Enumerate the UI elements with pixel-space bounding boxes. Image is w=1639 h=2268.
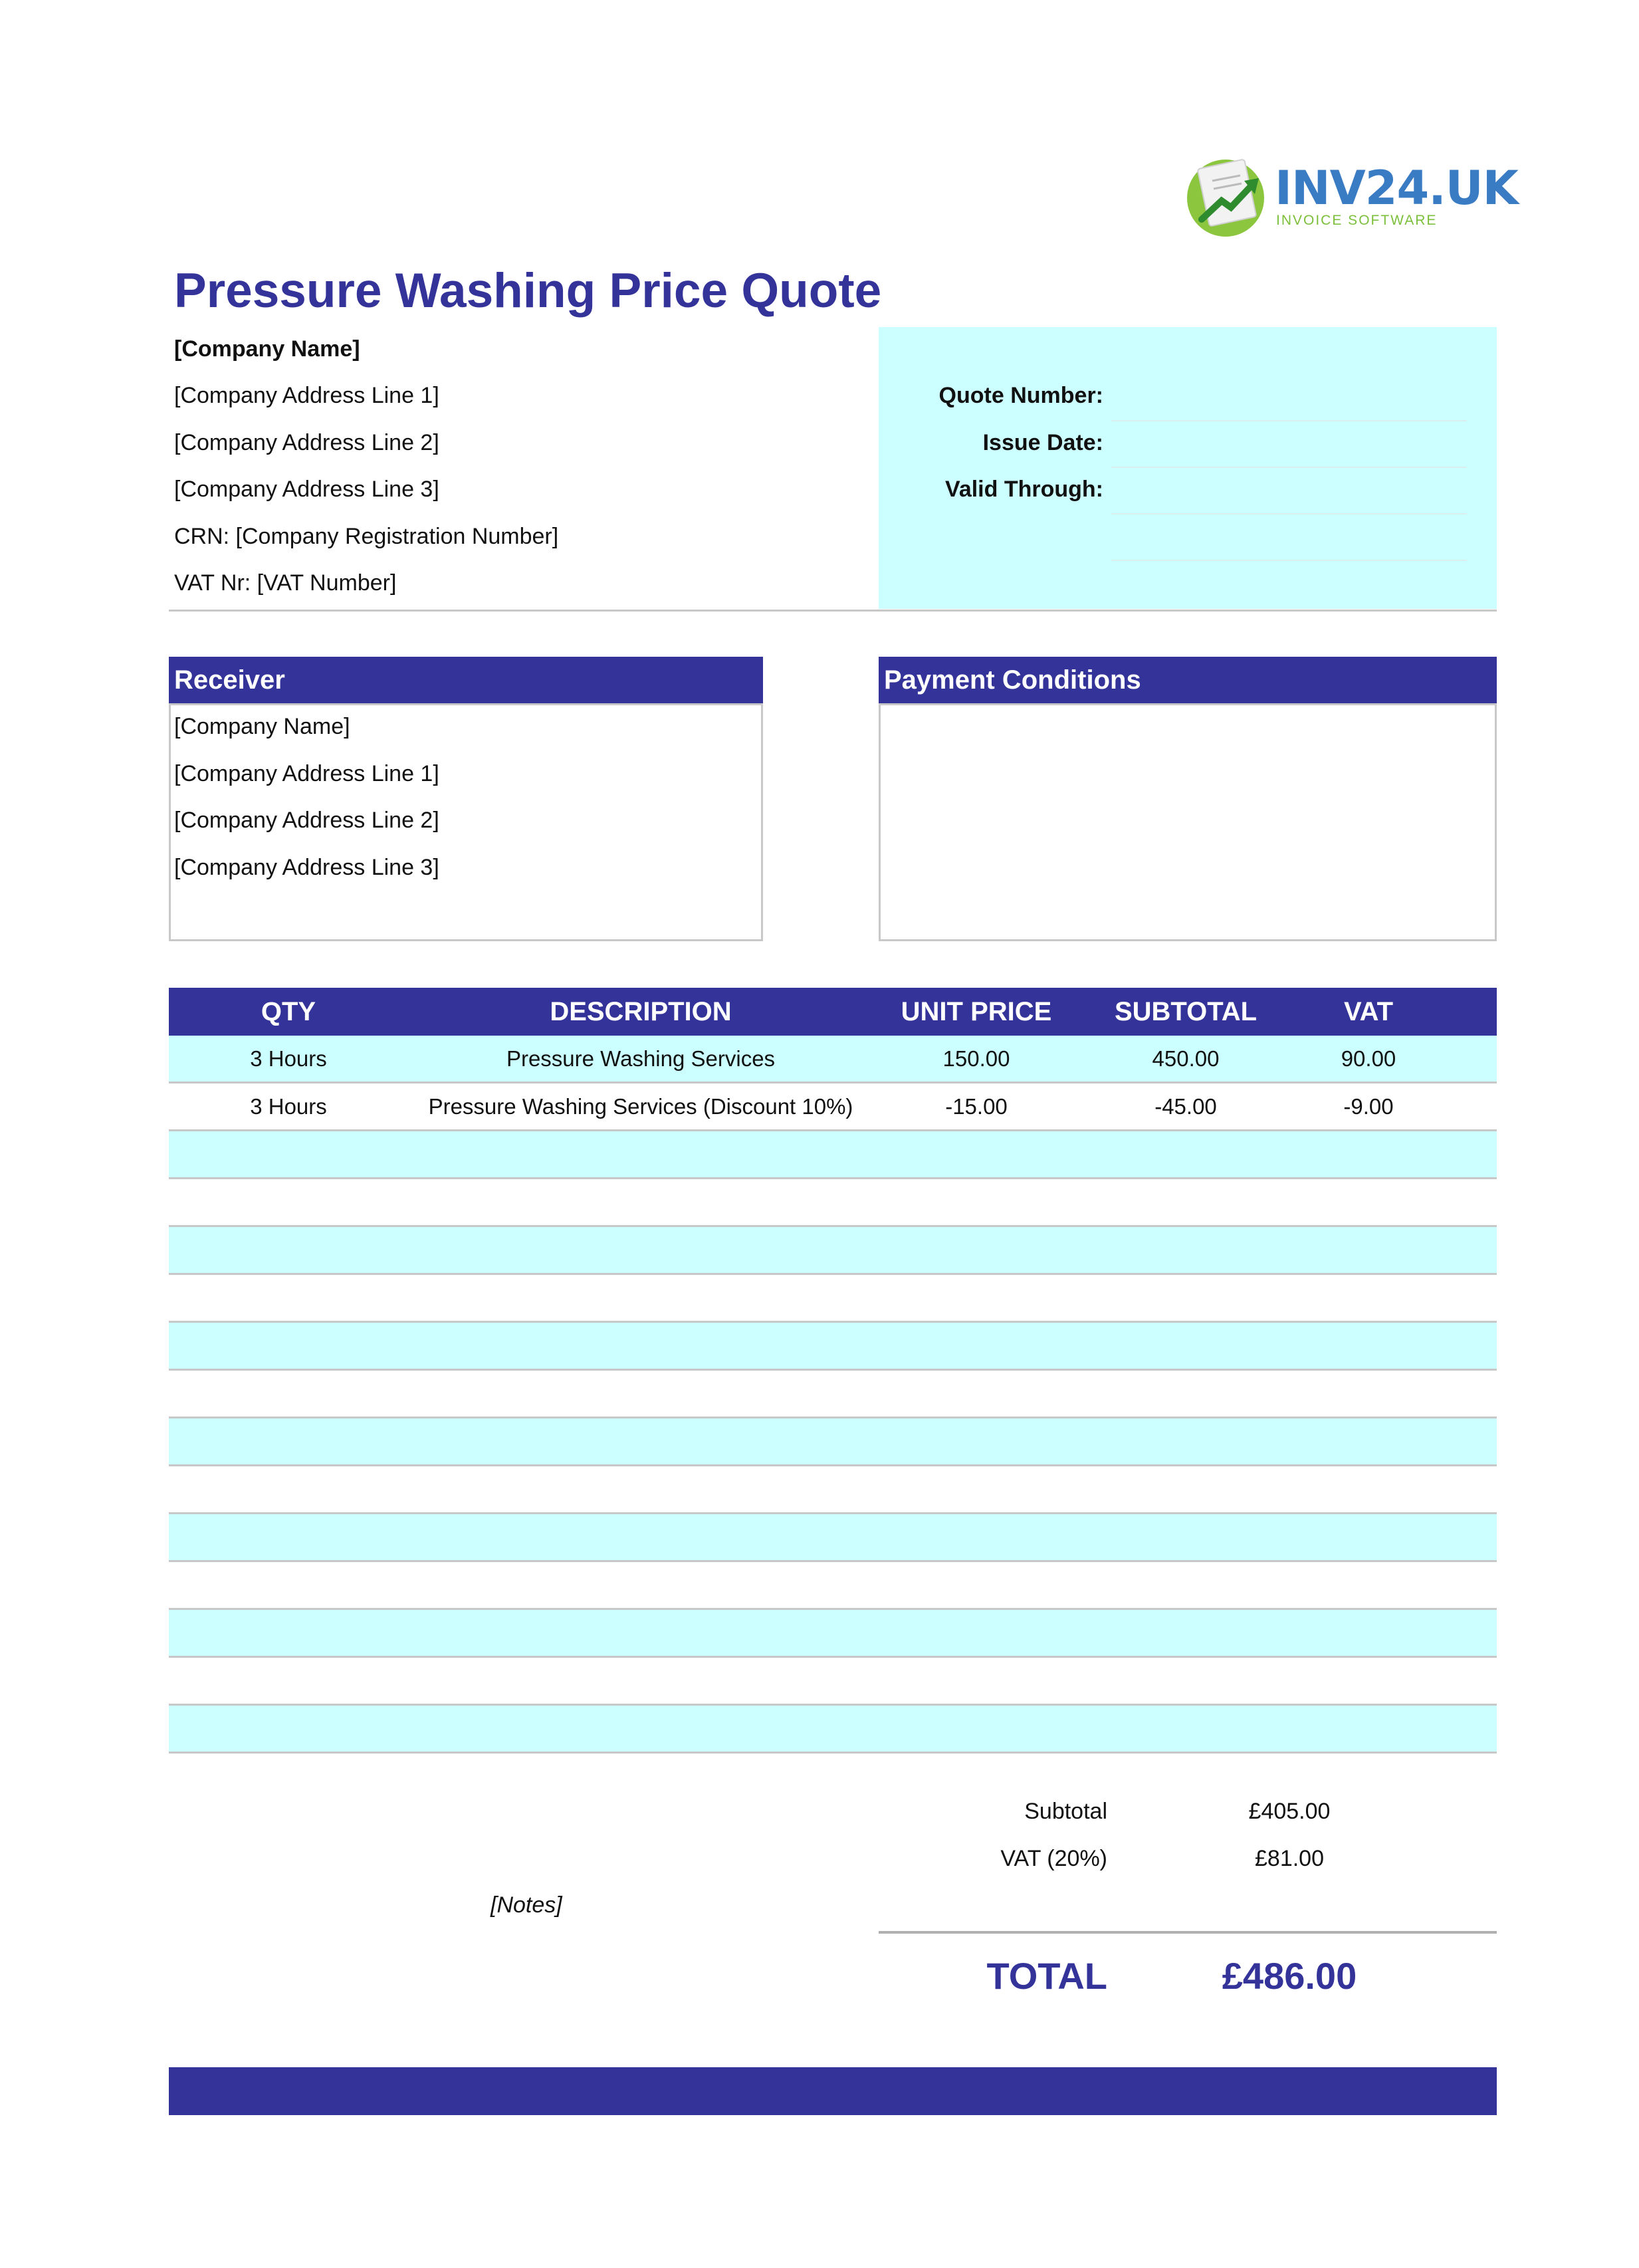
table-row-empty bbox=[169, 1610, 1497, 1658]
header-qty: QTY bbox=[261, 997, 316, 1026]
receiver-heading: Receiver bbox=[169, 657, 763, 703]
quote-number-field[interactable] bbox=[1111, 420, 1467, 421]
quote-number-label: Quote Number: bbox=[938, 383, 1103, 408]
header-divider bbox=[169, 610, 1497, 612]
logo-name: INV24.UK bbox=[1275, 161, 1518, 215]
table-row-empty bbox=[169, 1418, 1497, 1466]
table-row-empty bbox=[169, 1131, 1497, 1179]
issue-date-label: Issue Date: bbox=[982, 430, 1103, 455]
items-table-header bbox=[169, 988, 1497, 1036]
vat-total-label: VAT (20%) bbox=[1000, 1846, 1107, 1871]
table-row-empty bbox=[169, 1275, 1497, 1323]
header-vat: VAT bbox=[1343, 997, 1394, 1026]
company-address-3: [Company Address Line 3] bbox=[174, 477, 439, 502]
table-row-empty bbox=[169, 1179, 1497, 1227]
valid-through-label: Valid Through: bbox=[945, 477, 1103, 502]
table-row-empty bbox=[169, 1371, 1497, 1418]
subtotal-label: Subtotal bbox=[1024, 1799, 1107, 1824]
logo-tagline: INVOICE SOFTWARE bbox=[1276, 213, 1438, 228]
table-row-empty bbox=[169, 1323, 1497, 1371]
row-description: Pressure Washing Services bbox=[506, 1046, 776, 1071]
notes: [Notes] bbox=[491, 1892, 562, 1918]
table-row-empty bbox=[169, 1514, 1497, 1562]
total-value: £486.00 bbox=[1222, 1955, 1357, 1997]
valid-through-field[interactable] bbox=[1111, 513, 1467, 514]
table-row-empty bbox=[169, 1562, 1497, 1610]
receiver-address-2: [Company Address Line 2] bbox=[174, 808, 439, 833]
row-subtotal: -45.00 bbox=[1154, 1094, 1217, 1119]
row-description: Pressure Washing Services (Discount 10%) bbox=[428, 1094, 853, 1119]
company-name: [Company Name] bbox=[174, 336, 360, 362]
receiver-address-3: [Company Address Line 3] bbox=[174, 855, 439, 880]
footer-bar bbox=[169, 2067, 1497, 2115]
payment-conditions-heading: Payment Conditions bbox=[879, 657, 1497, 703]
company-crn: CRN: [Company Registration Number] bbox=[174, 524, 559, 549]
row-vat: 90.00 bbox=[1341, 1046, 1396, 1071]
table-row-empty bbox=[169, 1227, 1497, 1275]
table-row-empty bbox=[169, 1706, 1497, 1754]
totals-divider bbox=[879, 1931, 1497, 1934]
header-description: DESCRIPTION bbox=[550, 997, 732, 1026]
issue-date-field[interactable] bbox=[1111, 467, 1467, 468]
subtotal-value: £405.00 bbox=[1248, 1799, 1331, 1824]
quote-info-box bbox=[879, 327, 1497, 609]
company-vat: VAT Nr: [VAT Number] bbox=[174, 570, 397, 596]
extra-info-field[interactable] bbox=[1111, 560, 1467, 561]
vat-total-value: £81.00 bbox=[1255, 1846, 1324, 1871]
table-row-empty bbox=[169, 1466, 1497, 1514]
company-address-2: [Company Address Line 2] bbox=[174, 430, 439, 455]
receiver-name: [Company Name] bbox=[174, 714, 350, 739]
company-address-1: [Company Address Line 1] bbox=[174, 383, 439, 408]
row-unit-price: -15.00 bbox=[945, 1094, 1008, 1119]
row-unit-price: 150.00 bbox=[942, 1046, 1010, 1071]
row-qty: 3 Hours bbox=[250, 1094, 327, 1119]
row-qty: 3 Hours bbox=[250, 1046, 327, 1071]
total-label: TOTAL bbox=[986, 1955, 1107, 1997]
payment-conditions-box bbox=[879, 703, 1497, 941]
table-row-empty bbox=[169, 1658, 1497, 1706]
page-title: Pressure Washing Price Quote bbox=[174, 264, 882, 318]
header-unit-price: UNIT PRICE bbox=[901, 997, 1052, 1026]
table-row bbox=[169, 1036, 1497, 1083]
row-subtotal: 450.00 bbox=[1152, 1046, 1220, 1071]
row-vat: -9.00 bbox=[1343, 1094, 1394, 1119]
table-row bbox=[169, 1083, 1497, 1131]
header-subtotal: SUBTOTAL bbox=[1114, 997, 1257, 1026]
receiver-address-1: [Company Address Line 1] bbox=[174, 761, 439, 786]
